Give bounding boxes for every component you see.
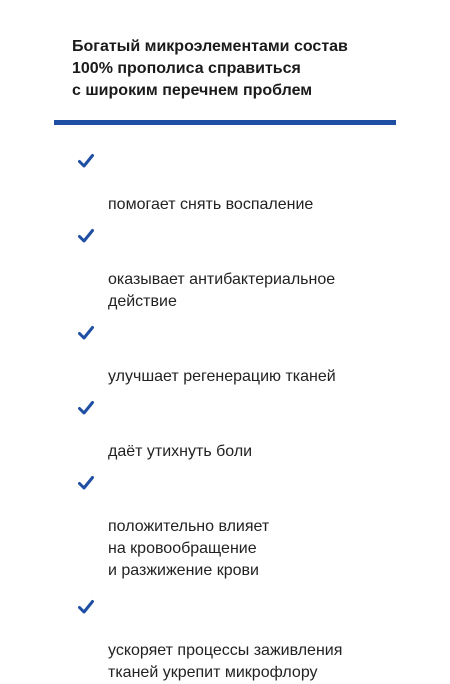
checkmark-icon [78,325,94,341]
checkmark-icon [78,400,94,416]
list-item [78,225,398,313]
benefit-text: оказывает антибактериальное действие [108,271,336,310]
list-item [78,472,398,582]
list-item [78,397,398,463]
benefit-text: ускоряет процессы заживления тканей укрепит микрофлору [108,642,343,681]
benefits-list [78,150,398,684]
headline: Богатый микроэлементами состав 100% прополиса справиться с широким перечнем проблем [72,38,348,99]
checkmark-icon [78,475,94,491]
benefit-text: даёт утихнуть боли [108,443,253,460]
list-item [78,150,398,216]
list-item [78,596,398,684]
checkmark-icon [78,153,94,169]
divider [54,120,396,125]
checkmark-icon [78,228,94,244]
benefit-text: положительно влияет на кровообращение и разжижение крови [108,518,270,579]
checkmark-icon [78,599,94,615]
list-item [78,322,398,388]
benefit-text: помогает снять воспаление [108,196,314,213]
benefit-text: улучшает регенерацию тканей [108,368,336,385]
